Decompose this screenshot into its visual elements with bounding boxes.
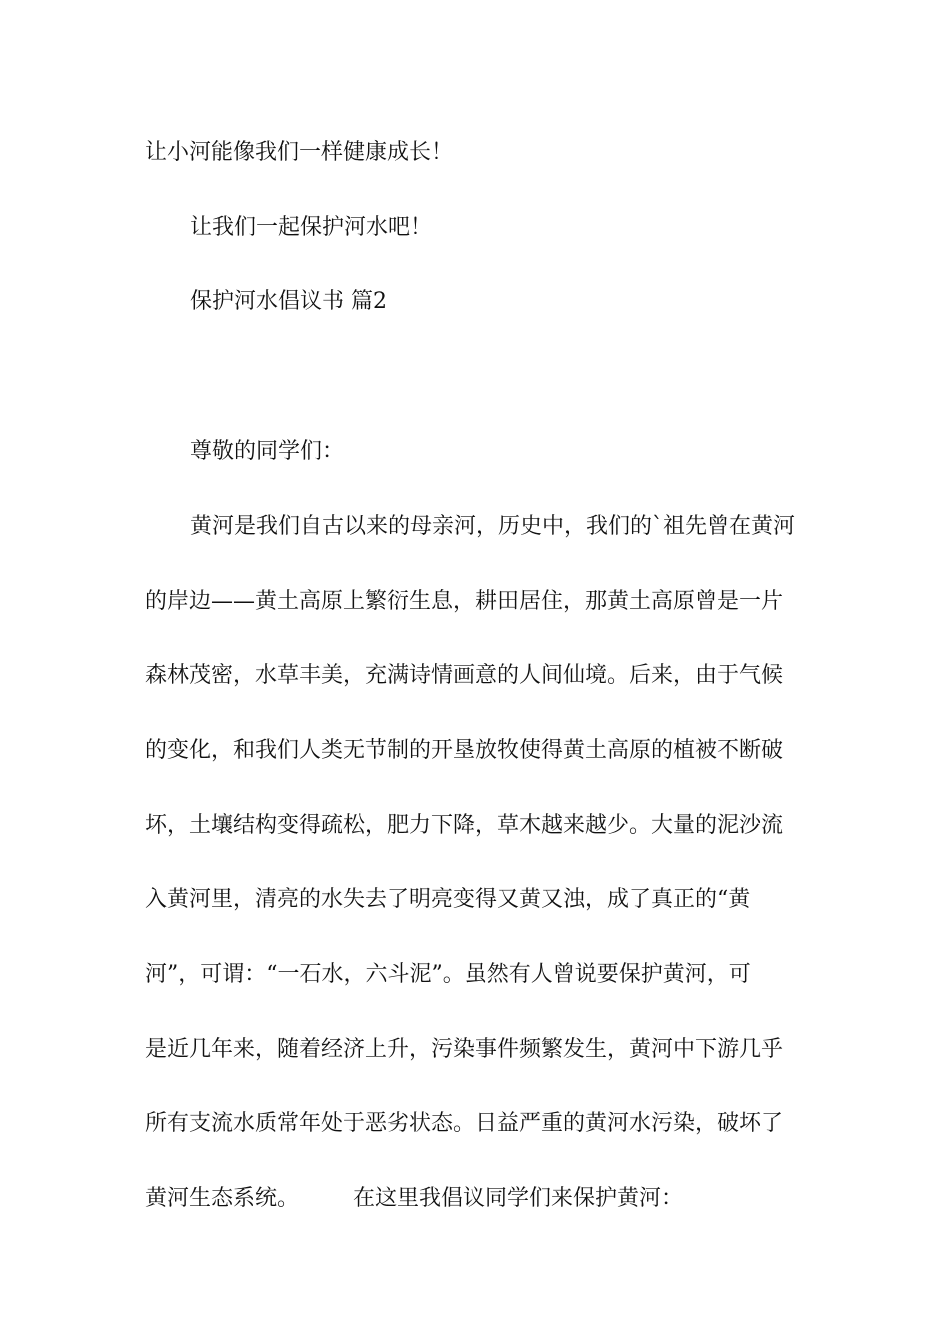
- section-title: 保护河水倡议书 篇2: [190, 289, 387, 314]
- paragraph-line-9: 所有支流水质常年处于恶劣状态。日益严重的黄河水污染，破坏了: [145, 1111, 784, 1136]
- proposal-intro: 在这里我倡议同学们来保护黄河：: [353, 1186, 684, 1211]
- paragraph-line-2: 的岸边——黄土高原上繁衍生息，耕田居住，那黄土高原曾是一片: [145, 589, 784, 614]
- paragraph-line-5: 坏，土壤结构变得疏松，肥力下降，草木越来越少。大量的泥沙流: [145, 813, 784, 838]
- paragraph-line-10: [145, 1184, 683, 1214]
- paragraph-line-6: 入黄河里，清亮的水失去了明亮变得又黄又浊，成了真正的“黄: [145, 887, 751, 912]
- salutation: 尊敬的同学们：: [190, 439, 345, 464]
- paragraph-line-3: 森林茂密，水草丰美，充满诗情画意的人间仙境。后来，由于气候: [145, 663, 784, 688]
- text-line-2: 让我们一起保护河水吧！: [190, 215, 433, 240]
- paragraph-line-4: 的变化，和我们人类无节制的开垦放牧使得黄土高原的植被不断破: [145, 738, 784, 763]
- paragraph-line-7: 河”，可谓：“一石水，六斗泥”。虽然有人曾说要保护黄河，可: [145, 962, 751, 987]
- paragraph-line-1: 黄河是我们自古以来的母亲河，历史中，我们的`祖先曾在黄河: [190, 514, 796, 539]
- paragraph-line-8: 是近几年来，随着经济上升，污染事件频繁发生，黄河中下游几乎: [145, 1037, 784, 1062]
- paragraph-end-text: 黄河生态系统。: [145, 1186, 300, 1211]
- text-line-1: 让小河能像我们一样健康成长！: [145, 140, 454, 165]
